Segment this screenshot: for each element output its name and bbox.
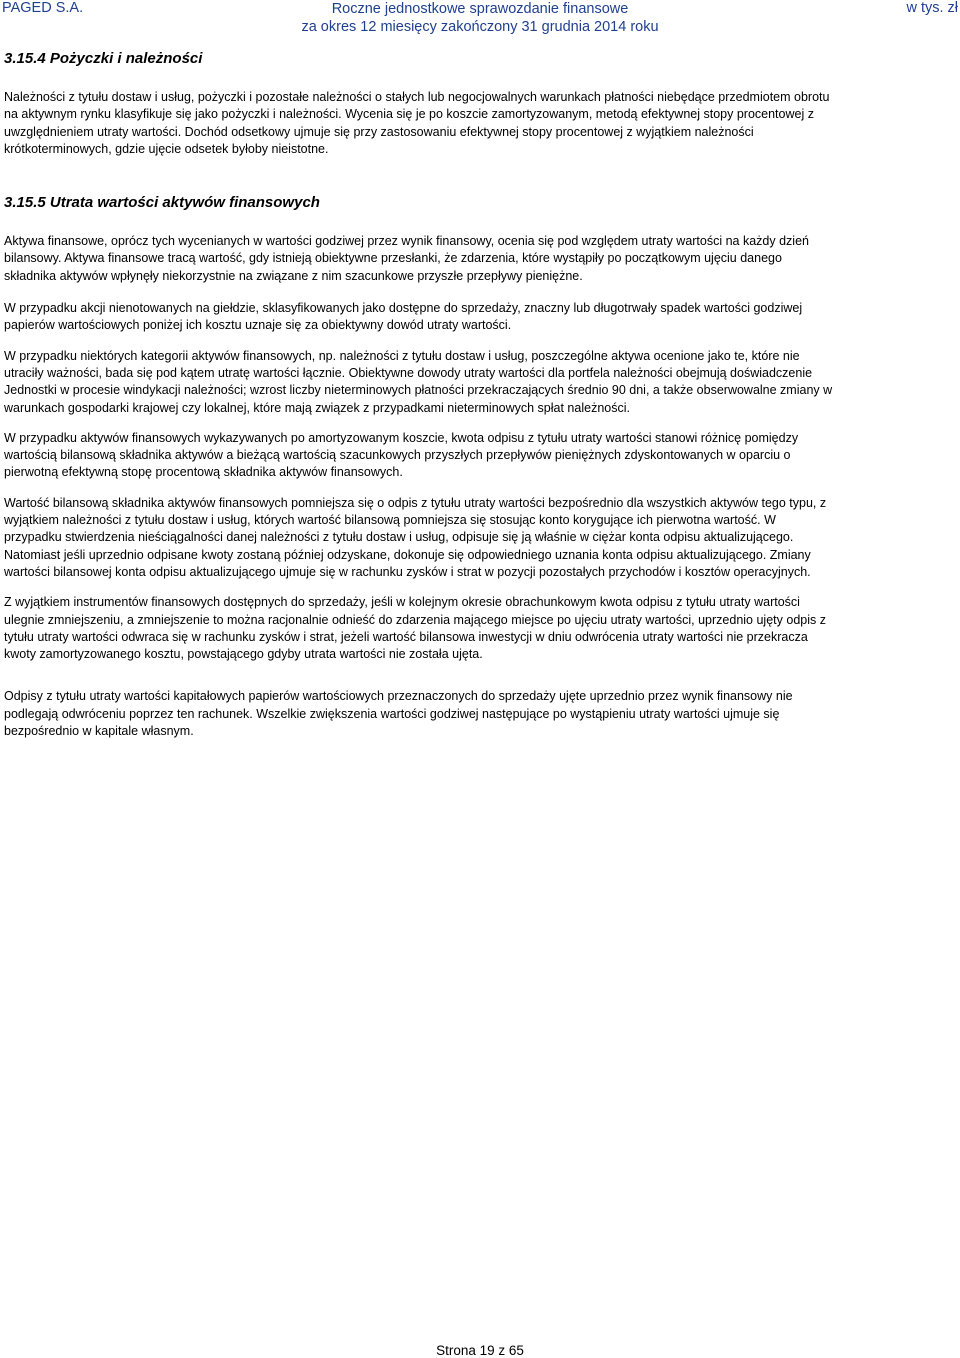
company-name: PAGED S.A. [2,0,84,16]
currency-unit: w tys. zł [906,0,958,16]
paragraph: Odpisy z tytułu utraty wartości kapitałowych papierów wartościowych przeznaczonych do sprzedaży ujęte uprzednio przez wynik finansowy nie podlegają odwróceniu poprzez ten rachunek. Wszelkie zwiększenia wartości godziwej następujące po wystąpieniu utraty wartości ujmuje się bezpośrednio w kapitale własnym. [4,689,793,739]
report-title [0,0,960,36]
report-title-line1: Roczne jednostkowe sprawozdanie finansowe [331,1,629,17]
paragraph: Aktywa finansowe, oprócz tych wycenianych w wartości godziwej przez wynik finansowy, ocenia się pod względem utraty wartości na każdy dzień bilansowy. Aktywa finansowe tracą wartość, gdy istnieją obiektywne przesłanki, że zdarzenia, które wystąpiły po początkowym ujęciu danego składnika aktywów wpłynęły niekorzystnie na związane z nim szacunkowe przyszłe przepływy pieniężne. [4,234,809,283]
section-heading-loans-receivables: 3.15.4 Pożyczki i należności [4,50,203,67]
paragraph: W przypadku aktywów finansowych wykazywanych po amortyzowanym koszcie, kwota odpisu z tytułu utraty wartości stanowi różnicę pomiędzy wartością bilansową składnika aktywów a bieżącą wartością szacunkowych przyszłych przepływów pieniężnych zdyskontowanych w oparciu o pierwotną efektywną stopę procentową składnika aktywów finansowych. [4,430,799,480]
report-title-line2: za okres 12 miesięcy zakończony 31 grudnia 2014 roku [301,19,659,35]
paragraph: W przypadku akcji nienotowanych na giełdzie, sklasyfikowanych jako dostępne do sprzedaży, znaczny lub długotrwały spadek wartości godziwej papierów wartościowych poniżej ich kosztu uznaje się za obiektywny dowód utraty wartości. [4,301,803,333]
paragraph: Należności z tytułu dostaw i usług, pożyczki i pozostałe należności o stałych lub negocjowalnych warunkach płatności niebędące przedmiotem obrotu na aktywnym rynku klasyfikuje się jako pożyczki i należności. Wycenia się je po koszcie zamortyzowanym, metodą efektywnej stopy procentowej z uwzględnieniem utraty wartości. Dochód odsetkowy ujmuje się przy zastosowaniu efektywnej stopy procentowej z wyjątkiem należności krótkoterminowych, gdzie ujęcie odsetek byłoby nieistotne. [4,90,830,156]
paragraph: W przypadku niektórych kategorii aktywów finansowych, np. należności z tytułu dostaw i usług, poszczególne aktywa ocenione jako te, które nie utraciły ważności, bada się pod kątem utratę wartości łącznie. Obiektywne dowody utraty wartości dla portfela należności obejmują doświadczenie Jednostki w procesie windykacji należności; wzrost liczby nieterminowych płatności przekraczających średnio 90 dni, a także obserwowalne zmiany w warunkach gospodarki krajowej czy lokalnej, które mają związek z przypadkami nieterminowych spłat należności. [4,348,833,415]
section-heading-impairment: 3.15.5 Utrata wartości aktywów finansowych [4,194,320,212]
document-body [4,50,836,740]
paragraph: Wartość bilansową składnika aktywów finansowych pomniejsza się o odpis z tytułu utraty wartości bezpośrednio dla wszystkich aktywów tego typu, z wyjątkiem należności z tytułu dostaw i usług, których wartość bilansową pomniejsza się stosując konto korygujące ich pierwotna wartość. W przypadku stwierdzenia nieściągalności danej należności z tytułu dostaw i usług, odpisuje się ją właśnie w ciężar konta odpisu aktualizującego. Natomiast jeśli uprzednio odpisane kwoty zostaną później odzyskane, dokonuje się odpowiedniego uznania konta odpisu aktualizującego. Zmiany wartości bilansowej konta odpisu aktualizującego ujmuje się w rachunku zysków i strat w pozycji pozostałych przychodów i kosztów operacyjnych. [4,495,827,579]
page-header [0,0,960,42]
page-number: Strona 19 z 65 [436,1343,524,1358]
paragraph: Z wyjątkiem instrumentów finansowych dostępnych do sprzedaży, jeśli w kolejnym okresie obrachunkowym kwota odpisu z tytułu utraty wartości ulegnie zmniejszeniu, a zmniejszenie to można racjonalnie odnieść do zdarzenia mającego miejsce po ujęciu utraty wartości, uprzednio ujęty odpis z tytułu utraty wartości odwraca się w rachunku zysków i strat, jeżeli wartość bilansowa inwestycji w dniu odwrócenia utraty wartości nie przekracza kwoty zamortyzowanego kosztu, powstającego gdyby utrata wartości nie została ujęta. [4,595,826,662]
